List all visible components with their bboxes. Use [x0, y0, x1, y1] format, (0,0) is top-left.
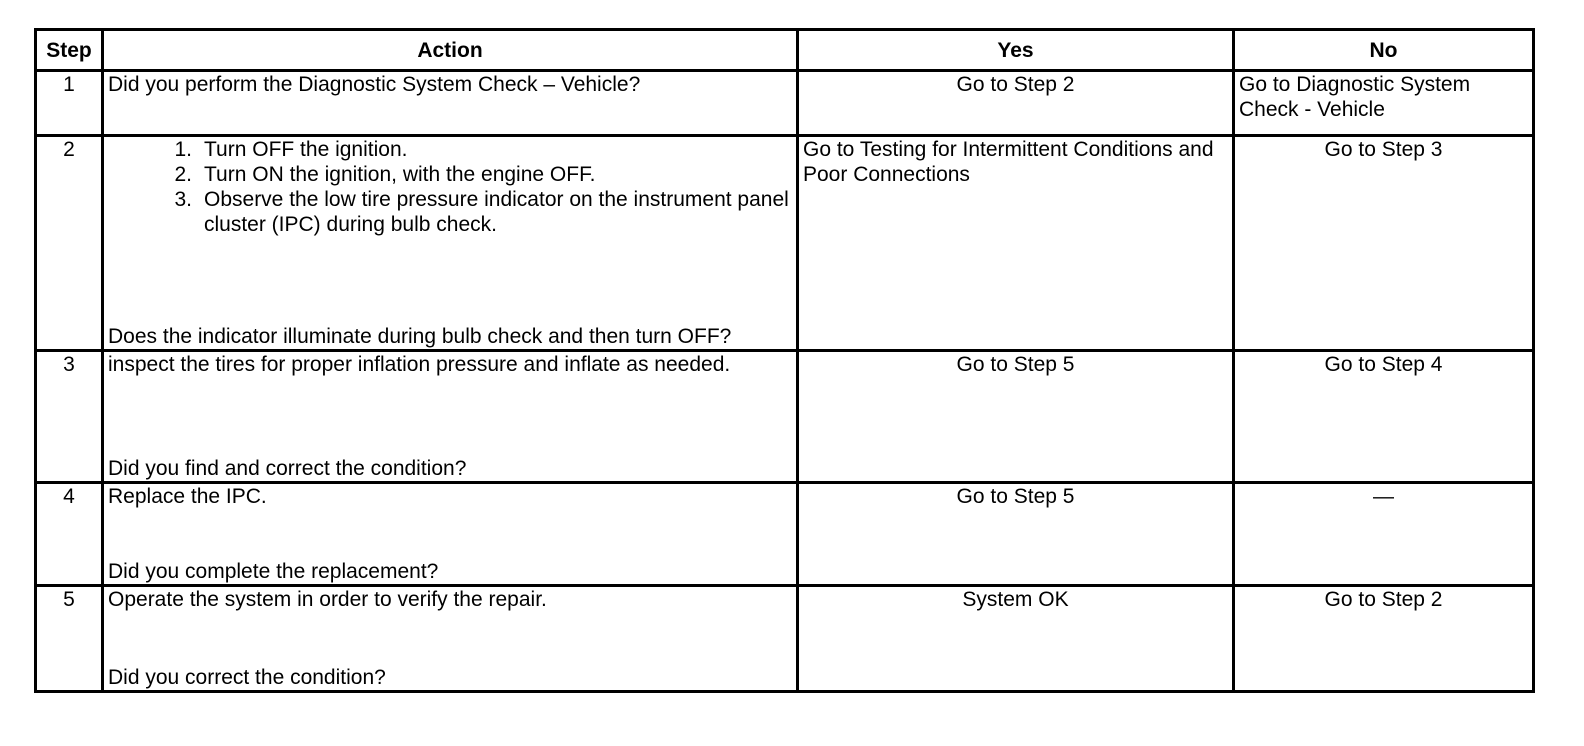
step-number: 1	[36, 71, 103, 136]
list-item	[108, 187, 792, 237]
yes-cell: Go to Step 5	[798, 351, 1234, 483]
list-item-number: 3.	[174, 188, 192, 211]
step-number: 3	[36, 351, 103, 483]
no-cell: Go to Step 2	[1234, 586, 1534, 692]
no-cell: Go to Step 3	[1234, 136, 1534, 351]
list-item-text: Turn ON the ignition, with the engine OFF.	[204, 163, 596, 186]
header-action: Action	[103, 30, 798, 71]
action-question: Did you correct the condition?	[108, 666, 386, 689]
action-question: Does the indicator illuminate during bulb check and then turn OFF?	[108, 325, 732, 348]
list-item	[108, 137, 792, 162]
table-row	[36, 71, 1534, 136]
step-number: 4	[36, 483, 103, 586]
table-row	[36, 483, 1534, 586]
list-item-text: Turn OFF the ignition.	[204, 138, 408, 161]
no-cell: Go to Diagnostic System Check - Vehicle	[1234, 71, 1534, 136]
yes-cell: System OK	[798, 586, 1234, 692]
list-item	[108, 162, 792, 187]
yes-cell: Go to Step 2	[798, 71, 1234, 136]
no-cell: —	[1234, 483, 1534, 586]
diagnostic-table	[34, 28, 1535, 693]
action-instruction: Operate the system in order to verify the repair.	[108, 588, 547, 611]
yes-cell: Go to Testing for Intermittent Conditions and Poor Connections	[798, 136, 1234, 351]
action-cell	[103, 351, 798, 483]
header-step: Step	[36, 30, 103, 71]
action-instruction: Replace the IPC.	[108, 485, 267, 508]
no-cell: Go to Step 4	[1234, 351, 1534, 483]
table-header-row	[36, 30, 1534, 71]
action-instruction: inspect the tires for proper inflation pressure and inflate as needed.	[108, 353, 731, 376]
table-row	[36, 586, 1534, 692]
header-no: No	[1234, 30, 1534, 71]
table-row	[36, 351, 1534, 483]
action-cell	[103, 586, 798, 692]
yes-cell: Go to Step 5	[798, 483, 1234, 586]
action-question: Did you complete the replacement?	[108, 560, 439, 583]
list-item-number: 1.	[174, 138, 192, 161]
action-cell	[103, 71, 798, 136]
list-item-text: Observe the low tire pressure indicator on the instrument panel cluster (IPC) during bulb check.	[204, 188, 789, 236]
action-cell	[103, 483, 798, 586]
list-item-number: 2.	[174, 163, 192, 186]
action-instruction: Did you perform the Diagnostic System Check – Vehicle?	[108, 73, 641, 96]
step-number: 2	[36, 136, 103, 351]
action-cell	[103, 136, 798, 351]
header-yes: Yes	[798, 30, 1234, 71]
diagnostic-table-container	[34, 28, 1535, 693]
table-row	[36, 136, 1534, 351]
action-steps-list	[108, 137, 792, 237]
step-number: 5	[36, 586, 103, 692]
action-question: Did you find and correct the condition?	[108, 457, 467, 480]
